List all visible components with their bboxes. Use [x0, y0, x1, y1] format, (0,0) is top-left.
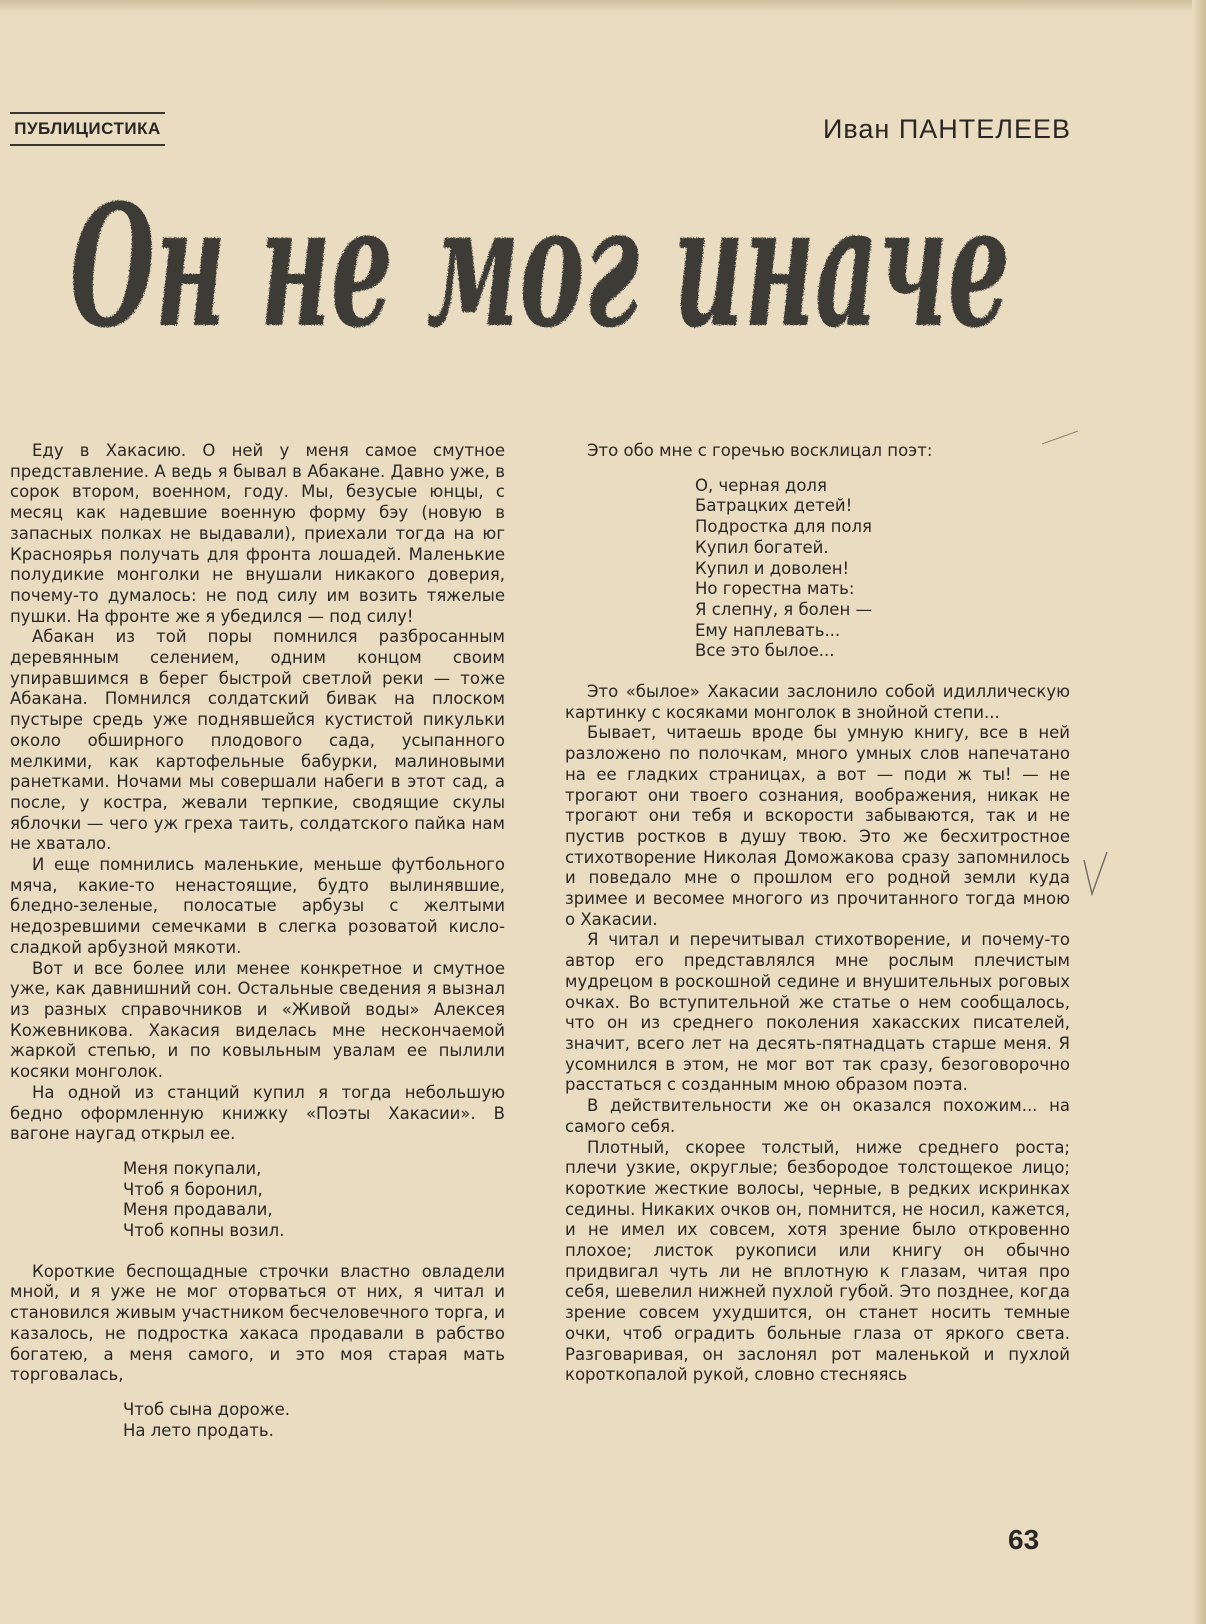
page-edge-top — [0, 0, 1206, 12]
article-title — [60, 170, 1020, 395]
paragraph: Это обо мне с горечью восклицал поэт: — [587, 441, 933, 460]
pencil-check-mark — [1080, 850, 1110, 900]
paragraph: Еду в Хакасию. О ней у меня самое смутное представление. А ведь я бывал в Абакане. Давно уже, в сорок втором, военном, году. Мы, безусые юнцы, с месяц как надевшие военную форму бэу (новую в запасных полках не выдавали), приехали тогда на юг Красноярья получать для фронта лошадей. Маленькие полудикие монголки не внушали никакого доверия, почему-то думалось: не под силу им возить тяжелые пушки. На фронте же я убедился — под силу! — [10, 441, 505, 626]
poem-line: На лето продать. — [123, 1420, 274, 1440]
poem-line: Меня покупали, — [123, 1158, 262, 1178]
pencil-mark — [1040, 428, 1080, 448]
section-rubric — [10, 112, 165, 146]
rubric-label: ПУБЛИЦИСТИКА — [14, 119, 161, 138]
poem-quote-1 — [10, 1159, 505, 1242]
paragraph: Короткие беспощадные строчки властно овладели мной, и я уже не мог оторваться от них, я читал и становился живым участником бесчеловечного торга, и казалось, не подростка хакаса продавали в рабство богатею, а меня самого, и это моя старая мать торговалась, — [10, 1261, 505, 1385]
paragraph: И еще помнились маленькие, меньше футбольного мяча, какие-то ненастоящие, будто вылинявшие, бледно-зеленые, полосатые арбузы с желтыми недозревшими семечками в слегка розоватой кисло-сладкой арбузной мякоти. — [10, 855, 505, 957]
poem-line: О, черная доля — [695, 475, 827, 495]
poem-line: Купил богатей. — [695, 537, 829, 557]
paragraph: Это «былое» Хакасии заслонило собой идиллическую картинку с косяками монголок в знойной степи... — [565, 682, 1070, 722]
poem-line: Меня продавали, — [123, 1200, 273, 1220]
poem-line: Подростка для поля — [695, 517, 872, 537]
paragraph: Бывает, читаешь вроде бы умную книгу, все в ней разложено по полочкам, много умных слов напечатано на ее гладких страницах, а вот — поди ж ты! — не трогают они твоего сознания, воображения, никак не трогают они тебя и вскорости забываются, так и не пустив ростков в душу твою. Это же бесхитростное стихотворение Николая Доможакова сразу запомнилось и поведало мне о прошлом его родной земли куда зримее и весомее многого из прочитанного тогда мною о Хакасии. — [565, 723, 1070, 929]
poem-line: Чтоб копны возил. — [123, 1221, 285, 1241]
author-name: Иван ПАНТЕЛЕЕВ — [822, 114, 1071, 144]
paragraph: Я читал и перечитывал стихотворение, и почему-то автор его представлялся мне рослым плечистым мудрецом в роскошной седине и внушительных роговых очках. Во вступительной же статье о нем сообщалось, что он из среднего поколения хакасских писателей, значит, всего лет на десять-пятнадцать старше меня. Я усомнился в этом, не мог вот так сразу, безоговорочно расстаться с созданным мною образом поэта. — [565, 930, 1070, 1095]
right-column — [565, 441, 1070, 1386]
left-column — [10, 441, 505, 1441]
poem-line: Чтоб сына дороже. — [123, 1399, 291, 1419]
paragraph: Вот и все более или менее конкретное и смутное уже, как давнишний сон. Остальные сведения я вызнал из разных справочников и «Живой воды» Алексея Кожевникова. Хакасия виделась мне нескончаемой жаркой степью, и по ковыльным увалам ее пылили косяки монголок. — [10, 958, 505, 1082]
page-edge-right — [1192, 0, 1206, 1624]
poem-line: Все это былое... — [695, 641, 835, 661]
page-number: 63 — [1008, 1524, 1040, 1555]
poem-line: Чтоб я боронил, — [123, 1179, 263, 1199]
paragraph: На одной из станций купил я тогда небольшую бедно оформленную книжку «Поэты Хакасии». В вагоне наугад открыл ее. — [10, 1082, 505, 1144]
paragraph: В действительности же он оказался похожим... на самого себя. — [565, 1096, 1070, 1136]
poem-line: Ему наплевать... — [695, 620, 841, 640]
paragraph: Абакан из той поры помнился разбросанным деревянным селением, одним концом своим упиравшимся в берег быстрой светлой реки — тоже Абакана. Помнился солдатский бивак на плоском пустыре средь уже поднявшейся кустистой пикульки около обширного плодового сада, усыпанного мелкими, как картофельные бабурки, малиновыми ранетками. Ночами мы совершали набеги в этот сад, а после, у костра, жевали терпкие, сводящие скулы яблочки — чего уж греха таить, солдатского пайка нам не хватало. — [10, 627, 505, 854]
poem-line: Но горестна мать: — [695, 579, 855, 599]
poem-quote-2 — [10, 1400, 505, 1441]
article-title-text: Он не мог иначе — [70, 170, 1010, 365]
poem-quote-3 — [565, 476, 1070, 662]
paragraph: Плотный, скорее толстый, ниже среднего роста; плечи узкие, округлые; безбородое толстощекое лицо; короткие жесткие волосы, черные, в редких искринках седины. Никаких очков он, помнится, не носил, кажется, и не имел их совсем, хотя зрение было откровенно плохое; листок рукописи или книгу он обычно придвигал чуть ли не вплотную к глазам, читая про себя, шевелил нижней пухлой губой. Это позднее, когда зрение совсем ухудшится, он станет носить темные очки, чтоб оградить больные глаза от яркого света. Разговаривая, он заслонял рот маленькой и пухлой короткопалой рукой, словно стесняясь — [565, 1137, 1070, 1385]
poem-line: Батрацких детей! — [695, 496, 853, 516]
poem-line: Купил и доволен! — [695, 558, 850, 578]
poem-line: Я слепну, я болен — — [695, 599, 872, 619]
